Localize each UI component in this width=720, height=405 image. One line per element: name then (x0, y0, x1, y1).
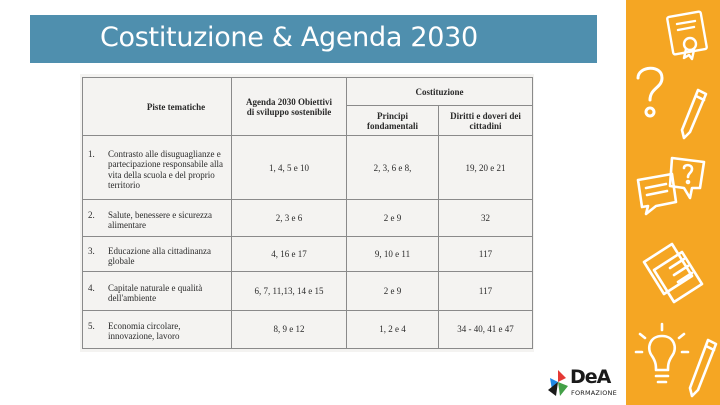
row-principi: 2 e 9 (347, 272, 439, 310)
header-piste-tematiche: Piste tematiche (83, 78, 232, 136)
row-diritti: 32 (439, 200, 533, 237)
table-row (83, 200, 533, 237)
row-topic: Educazione alla cittadinanza globale (108, 245, 211, 267)
row-topic: Capitale naturale e qualità dell'ambiente (108, 282, 203, 304)
question-mark-icon (630, 60, 670, 122)
row-agenda: 2, 3 e 6 (232, 200, 347, 237)
row-principi: 2 e 9 (347, 200, 439, 237)
pencil-icon (688, 336, 718, 400)
title-bar (30, 15, 597, 63)
page-title: Costituzione & Agenda 2030 (100, 22, 478, 53)
row-diritti: 34 - 40, 41 e 47 (439, 310, 533, 348)
logo-word: DeA (570, 366, 611, 388)
header-agenda-2030: Agenda 2030 Obiettivi di sviluppo sostenibile (232, 78, 347, 136)
row-principi: 1, 2 e 4 (347, 310, 439, 348)
table-row (83, 237, 533, 272)
piste-table (82, 77, 533, 349)
documents-icon (636, 236, 710, 306)
row-number: 4. (88, 282, 95, 293)
row-number: 1. (88, 148, 95, 159)
row-number: 5. (88, 320, 95, 331)
speech-bubbles-icon (634, 150, 710, 220)
table-image (80, 74, 534, 352)
header-principi: Principi fondamentali (347, 106, 439, 136)
row-number: 2. (88, 209, 95, 220)
pencil-icon (676, 86, 710, 142)
row-principi: 2, 3, 6 e 8, (347, 136, 439, 200)
row-agenda: 1, 4, 5 e 10 (232, 136, 347, 200)
logo-subtitle: FORMAZIONE (571, 389, 617, 397)
row-agenda: 8, 9 e 12 (232, 310, 347, 348)
row-diritti: 19, 20 e 21 (439, 136, 533, 200)
row-topic: Contrasto alle disuguaglianze e partecipazione responsabile alla vita della scuola e del proprio territorio (108, 148, 223, 191)
row-agenda: 4, 16 e 17 (232, 237, 347, 272)
row-diritti: 117 (439, 237, 533, 272)
row-diritti: 117 (439, 272, 533, 310)
table-row (83, 272, 533, 310)
header-costituzione: Costituzione (347, 78, 533, 106)
row-number: 3. (88, 245, 95, 256)
table-row (83, 310, 533, 348)
logo-mark-icon (546, 368, 570, 398)
dea-formazione-logo (546, 366, 616, 400)
row-principi: 9, 10 e 11 (347, 237, 439, 272)
decorative-sidebar (626, 0, 720, 405)
certificate-icon (666, 10, 712, 62)
table-row (83, 136, 533, 200)
header-diritti: Diritti e doveri dei cittadini (439, 106, 533, 136)
row-agenda: 6, 7, 11,13, 14 e 15 (232, 272, 347, 310)
row-topic: Economia circolare, innovazione, lavoro (108, 320, 181, 342)
lightbulb-icon (634, 322, 690, 388)
row-topic: Salute, benessere e sicurezza alimentare (108, 209, 212, 231)
